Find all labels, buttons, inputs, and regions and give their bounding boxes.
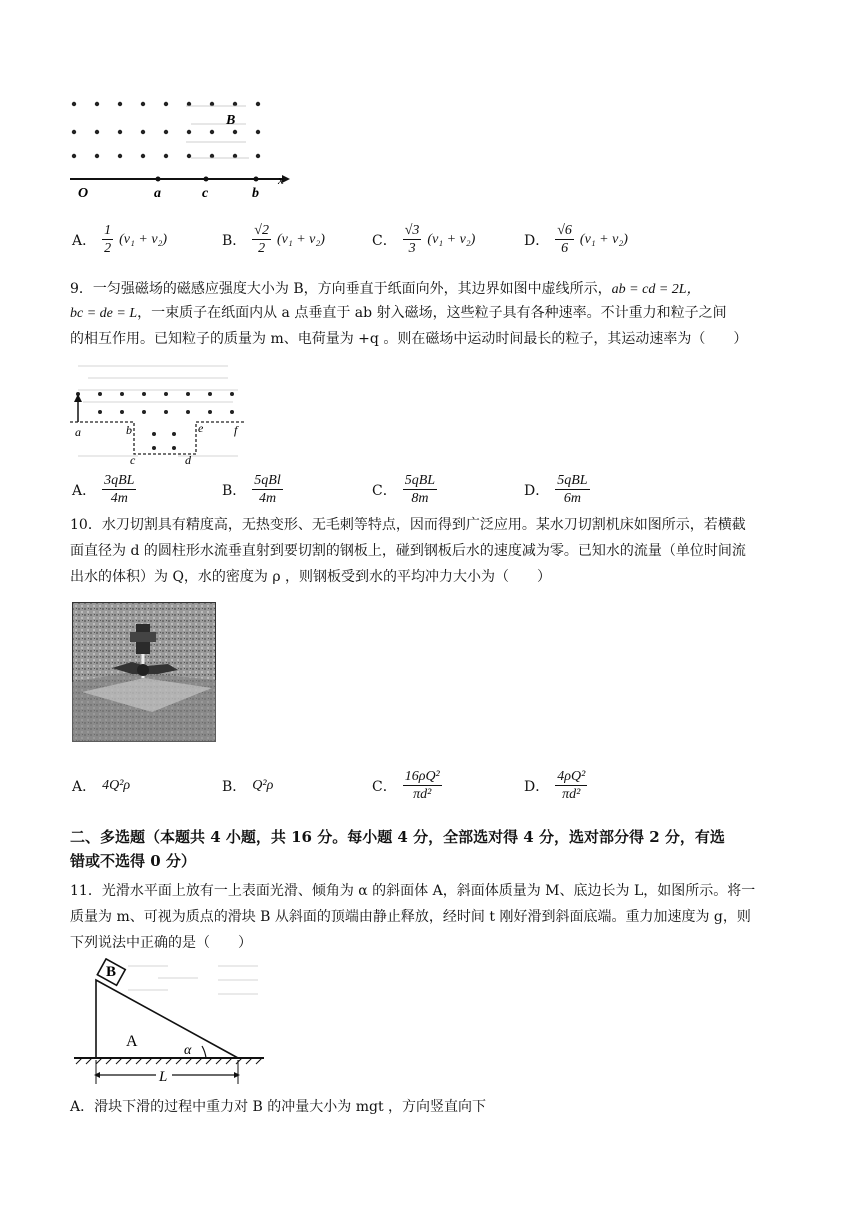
label-e: e: [198, 421, 204, 435]
label-d: d: [185, 453, 191, 467]
label-alpha: α: [184, 1043, 192, 1058]
section-2-heading-line2: 错或不选得 0 分）: [70, 852, 196, 870]
q10-option-a: A． 4Q²ρ: [72, 778, 131, 795]
q10-stem-line1: 10．水刀切割具有精度高，无热变形、无毛刺等特点，因而得到广泛应用。某水刀切割机床如图所示，若横截: [70, 517, 746, 533]
label-f: f: [234, 423, 238, 437]
q10-stem-line2: 面直径为 d 的圆柱形水流垂直射到要切割的钢板上，碰到钢板后水的速度减为零。已知水的流量（单位时间流: [70, 543, 746, 559]
q8-option-a: A． $\frac{1}{2}$ (v₁ + v₂): [72, 223, 168, 256]
q11-stem-line3: 下列说法中正确的是（ ）: [70, 935, 252, 951]
label-O: O: [78, 186, 89, 201]
label-c: c: [202, 186, 209, 201]
label-a: a: [154, 186, 161, 201]
label-B: B: [106, 964, 117, 980]
q10-waterjet-photo: [72, 602, 216, 742]
magnetic-field-dots: [72, 102, 260, 158]
q11-stem-line2: 质量为 m、可视为质点的滑块 B 从斜面的顶端由静止释放，经时间 t 刚好滑到斜面底端。重力加速度为 g，则: [70, 909, 751, 925]
q10-option-b: B． Q²ρ: [222, 778, 274, 795]
q8-option-b: B． $\frac{√2}{2}$ (v₁ + v₂): [222, 223, 325, 256]
q11-figure: [68, 958, 266, 1088]
label-b: b: [252, 186, 259, 201]
label-b: b: [126, 423, 132, 437]
q9-figure: [68, 356, 248, 468]
label-A: A: [126, 1033, 138, 1050]
q9-option-a: A． $\frac{\text{3qBL}}{4m}$: [72, 473, 135, 506]
q11-option-a: A．滑块下滑的过程中重力对 B 的冲量大小为 mgt ，方向竖直向下: [70, 1099, 487, 1115]
q9-stem-line2: bc = de = L，一束质子在纸面内从 a 点垂直于 ab 射入磁场，这些粒子具有各种速率。不计重力和粒子之间: [70, 305, 727, 321]
q9-stem-line1: 9．一匀强磁场的磁感应强度大小为 B，方向垂直于纸面向外，其边界如图中虚线所示，ab = cd = 2L，: [70, 281, 701, 297]
q8-option-d: D． $\frac{√6}{6}$ (v₁ + v₂): [524, 223, 628, 256]
q10-option-c: C． $\frac{\text{16ρQ²}}{\text{πd²}}$: [372, 769, 440, 802]
label-c: c: [130, 453, 136, 467]
q10-option-d: D． $\frac{\text{4ρQ²}}{\text{πd²}}$: [524, 769, 586, 802]
q8-option-c: C． $\frac{√3}{3}$ (v₁ + v₂): [372, 223, 476, 256]
q9-option-d: D． $\frac{\text{5qBL}}{6m}$: [524, 473, 588, 506]
q9-stem-line3: 的相互作用。已知粒子的质量为 m、电荷量为 +q 。则在磁场中运动时间最长的粒子，其运动速率为（ ）: [70, 331, 748, 347]
label-a: a: [75, 425, 81, 439]
q8-figure: [66, 94, 292, 204]
q9-option-c: C． $\frac{\text{5qBL}}{8m}$: [372, 473, 436, 506]
q9-option-b: B． $\frac{\text{5qBl}}{4m}$: [222, 473, 281, 506]
q10-stem-line3: 出水的体积）为 Q，水的密度为 ρ ，则钢板受到水的平均冲力大小为（ ）: [70, 569, 552, 585]
label-x: x: [278, 172, 284, 187]
label-L: L: [159, 1069, 168, 1085]
label-B: B: [226, 113, 236, 128]
q11-stem-line1: 11．光滑水平面上放有一上表面光滑、倾角为 α 的斜面体 A，斜面体质量为 M、底边长为 L，如图所示。将一: [70, 883, 756, 899]
section-2-heading-line1: 二、多选题（本题共 4 小题，共 16 分。每小题 4 分，全部选对得 4 分，选对部分得 2 分，有选: [70, 828, 725, 846]
